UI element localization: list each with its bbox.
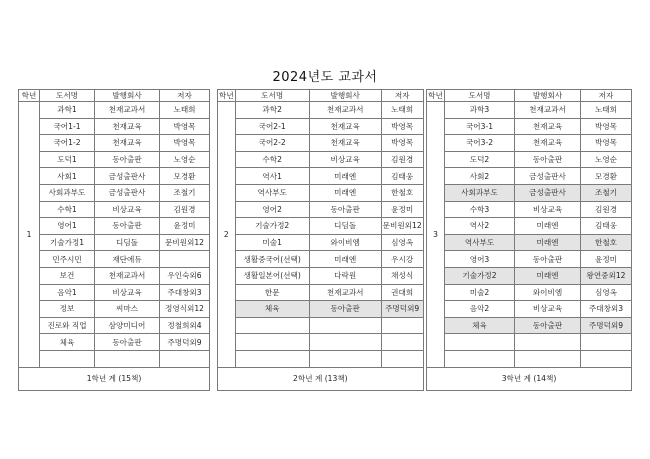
publisher-cell: 와이비엠	[309, 234, 381, 251]
publisher-cell: 비상교육	[309, 151, 381, 168]
author-cell: 한철호	[581, 234, 632, 251]
table-row	[427, 350, 632, 367]
table-row	[19, 317, 210, 334]
table-row	[218, 218, 424, 235]
author-cell: 조철기	[581, 184, 632, 201]
grade-cell: 3	[427, 102, 445, 368]
author-cell: 윤정미	[381, 201, 423, 218]
book-title-cell: 수학1	[40, 201, 95, 218]
table-row	[427, 135, 632, 152]
publisher-cell: 비상교육	[515, 201, 581, 218]
book-title-cell: 보건	[40, 267, 95, 284]
total-cell: 1학년 계 (15책)	[19, 367, 210, 390]
table-row	[218, 184, 424, 201]
author-cell	[381, 350, 423, 367]
book-title-cell: 체육	[235, 301, 309, 318]
table-row	[218, 135, 424, 152]
publisher-cell: 동아출판	[95, 151, 160, 168]
grade-2-table	[217, 89, 424, 391]
column-header: 학년	[219, 91, 234, 100]
publisher-cell: 금성출판사	[515, 168, 581, 185]
author-cell: 김원경	[581, 201, 632, 218]
column-header: 발행회사	[95, 90, 160, 102]
table-row	[427, 317, 632, 334]
publisher-cell: 비상교육	[95, 284, 160, 301]
author-cell: 김태웅	[381, 168, 423, 185]
publisher-cell: 미래엔	[309, 251, 381, 268]
author-cell	[581, 334, 632, 351]
publisher-cell: 금성출판사	[95, 168, 160, 185]
book-title-cell: 역사1	[235, 168, 309, 185]
column-header: 저자	[160, 90, 210, 102]
author-cell: 왕연중외12	[581, 267, 632, 284]
book-title-cell: 과학2	[235, 102, 309, 119]
publisher-cell: 천재교과서	[95, 267, 160, 284]
book-title-cell: 국어1-1	[40, 118, 95, 135]
author-cell: 문비원외12	[160, 234, 210, 251]
book-title-cell	[445, 334, 515, 351]
publisher-cell: 천재교과서	[95, 102, 160, 119]
book-title-cell: 한문	[235, 284, 309, 301]
page-title: 2024년도 교과서	[272, 70, 378, 85]
grade-cell: 1	[19, 102, 40, 368]
book-title-cell: 국어3-1	[445, 118, 515, 135]
book-title-cell: 국어3-2	[445, 135, 515, 152]
table-row	[19, 118, 210, 135]
author-cell	[381, 334, 423, 351]
table-row	[218, 350, 424, 367]
author-cell: 주명덕외9	[381, 301, 423, 318]
book-title-cell: 영어3	[445, 251, 515, 268]
table-row	[427, 301, 632, 318]
book-title-cell: 음악1	[40, 284, 95, 301]
grade-1-table	[18, 89, 210, 391]
grade-cell: 2	[218, 102, 236, 368]
author-cell: 주대창외3	[581, 301, 632, 318]
publisher-cell: 천재교과서	[515, 102, 581, 119]
book-title-cell: 기술가정1	[40, 234, 95, 251]
grade-3-table	[426, 89, 632, 391]
publisher-cell: 미래엔	[515, 267, 581, 284]
publisher-cell: 천재교육	[95, 135, 160, 152]
publisher-cell	[95, 350, 160, 367]
author-cell: 박영목	[160, 135, 210, 152]
book-title-cell: 사회과부도	[445, 184, 515, 201]
table-row	[218, 151, 424, 168]
header-row	[427, 90, 632, 102]
book-title-cell: 체육	[40, 334, 95, 351]
book-title-cell: 미술1	[235, 234, 309, 251]
author-cell: 심영옥	[581, 284, 632, 301]
book-title-cell: 국어1-2	[40, 135, 95, 152]
table-row	[427, 284, 632, 301]
author-cell: 우인숙외6	[160, 267, 210, 284]
table-row	[19, 251, 210, 268]
publisher-cell: 동아출판	[95, 334, 160, 351]
table-row	[218, 234, 424, 251]
book-title-cell: 기술가정2	[445, 267, 515, 284]
table-row	[218, 251, 424, 268]
table-row	[19, 284, 210, 301]
book-title-cell: 도덕1	[40, 151, 95, 168]
publisher-cell: 미래엔	[309, 168, 381, 185]
publisher-cell: 삼양미디어	[95, 317, 160, 334]
table-row	[218, 334, 424, 351]
publisher-cell: 동아출판	[95, 218, 160, 235]
publisher-cell: 미래엔	[515, 234, 581, 251]
book-title-cell: 과학3	[445, 102, 515, 119]
author-cell: 문비원외12	[381, 218, 423, 235]
column-header: 학년	[19, 90, 40, 102]
publisher-cell: 미래엔	[309, 184, 381, 201]
publisher-cell: 천재교육	[95, 118, 160, 135]
author-cell: 노영순	[581, 151, 632, 168]
publisher-cell	[515, 334, 581, 351]
publisher-cell: 천재교과서	[309, 284, 381, 301]
book-title-cell	[235, 317, 309, 334]
table-row	[427, 334, 632, 351]
table-row	[19, 350, 210, 367]
author-cell: 김원경	[160, 201, 210, 218]
book-title-cell: 민주시민	[40, 251, 95, 268]
book-title-cell: 사회1	[40, 168, 95, 185]
publisher-cell: 동아출판	[309, 201, 381, 218]
publisher-cell: 동아출판	[515, 317, 581, 334]
book-title-cell: 과학1	[40, 102, 95, 119]
publisher-cell: 동아출판	[309, 301, 381, 318]
author-cell: 모경환	[160, 168, 210, 185]
book-title-cell: 음악2	[445, 301, 515, 318]
author-cell: 노태희	[381, 102, 423, 119]
author-cell: 김원경	[381, 151, 423, 168]
publisher-cell	[309, 334, 381, 351]
column-header: 발행회사	[309, 90, 381, 102]
author-cell: 조철기	[160, 184, 210, 201]
publisher-cell: 천재교과서	[309, 102, 381, 119]
publisher-cell: 다락원	[309, 267, 381, 284]
table-row	[427, 218, 632, 235]
table-row	[19, 168, 210, 185]
table-row	[427, 234, 632, 251]
book-title-cell	[235, 334, 309, 351]
publisher-cell: 천재교육	[515, 118, 581, 135]
table-row	[218, 102, 424, 119]
author-cell	[160, 251, 210, 268]
table-row	[19, 301, 210, 318]
author-cell: 정영식외12	[160, 301, 210, 318]
table-row	[427, 102, 632, 119]
table-row	[218, 284, 424, 301]
book-title-cell: 수학3	[445, 201, 515, 218]
table-row	[427, 168, 632, 185]
publisher-cell: 미래엔	[515, 218, 581, 235]
column-header: 도서명	[445, 90, 515, 102]
table-row	[218, 118, 424, 135]
author-cell: 윤정미	[581, 251, 632, 268]
author-cell	[160, 350, 210, 367]
book-title-cell: 역사2	[445, 218, 515, 235]
book-title-cell: 사회과부도	[40, 184, 95, 201]
publisher-cell: 천재교육	[309, 135, 381, 152]
header-row	[19, 90, 210, 102]
author-cell: 박영목	[581, 135, 632, 152]
book-title-cell: 생활중국어(선택)	[235, 251, 309, 268]
author-cell: 윤정미	[160, 218, 210, 235]
author-cell: 박영목	[381, 118, 423, 135]
header-row	[218, 90, 424, 102]
publisher-cell: 금성출판사	[95, 184, 160, 201]
column-header: 도서명	[235, 90, 309, 102]
author-cell: 박영목	[581, 118, 632, 135]
table-row	[427, 151, 632, 168]
column-header: 도서명	[40, 90, 95, 102]
table-row	[427, 267, 632, 284]
table-row	[19, 334, 210, 351]
total-row	[19, 367, 210, 390]
publisher-cell	[309, 350, 381, 367]
book-title-cell: 도덕2	[445, 151, 515, 168]
book-title-cell: 사회2	[445, 168, 515, 185]
table-row	[19, 151, 210, 168]
table-row	[218, 267, 424, 284]
publisher-cell: 씨마스	[95, 301, 160, 318]
column-header: 저자	[581, 90, 632, 102]
book-title-cell	[445, 350, 515, 367]
book-title-cell: 정보	[40, 301, 95, 318]
author-cell: 박영목	[381, 135, 423, 152]
table-row	[427, 184, 632, 201]
author-cell: 노영순	[160, 151, 210, 168]
table-row	[218, 201, 424, 218]
table-row	[19, 234, 210, 251]
author-cell: 우시강	[381, 251, 423, 268]
book-title-cell: 체육	[445, 317, 515, 334]
author-cell: 박영목	[160, 118, 210, 135]
publisher-cell: 비상교육	[515, 301, 581, 318]
author-cell: 모경환	[581, 168, 632, 185]
author-cell: 정철희외4	[160, 317, 210, 334]
publisher-cell	[309, 317, 381, 334]
author-cell: 노태희	[160, 102, 210, 119]
author-cell: 심영옥	[381, 234, 423, 251]
publisher-cell: 천재교육	[309, 118, 381, 135]
author-cell: 노태희	[581, 102, 632, 119]
total-row	[218, 367, 424, 390]
book-title-cell: 수학2	[235, 151, 309, 168]
author-cell	[581, 350, 632, 367]
book-title-cell	[40, 350, 95, 367]
book-title-cell: 국어2-2	[235, 135, 309, 152]
book-title-cell: 역사부도	[235, 184, 309, 201]
book-title-cell: 영어1	[40, 218, 95, 235]
publisher-cell: 재단에듀	[95, 251, 160, 268]
book-title-cell: 역사부도	[445, 234, 515, 251]
total-cell: 3학년 계 (14책)	[427, 367, 632, 390]
table-row	[19, 135, 210, 152]
author-cell: 주대창외3	[160, 284, 210, 301]
author-cell: 주명덕외9	[160, 334, 210, 351]
publisher-cell: 금성출판사	[515, 184, 581, 201]
table-row	[19, 267, 210, 284]
column-header: 학년	[428, 91, 443, 100]
author-cell: 한철호	[381, 184, 423, 201]
book-title-cell: 생활일본어(선택)	[235, 267, 309, 284]
book-title-cell: 국어2-1	[235, 118, 309, 135]
book-title-cell: 진로와 직업	[40, 317, 95, 334]
table-row	[427, 201, 632, 218]
column-header: 저자	[381, 90, 423, 102]
publisher-cell: 동아출판	[515, 251, 581, 268]
book-title-cell: 영어2	[235, 201, 309, 218]
table-row	[19, 201, 210, 218]
book-title-cell	[235, 350, 309, 367]
book-title-cell: 기술가정2	[235, 218, 309, 235]
table-row	[218, 301, 424, 318]
table-row	[218, 168, 424, 185]
total-row	[427, 367, 632, 390]
column-header: 발행회사	[515, 90, 581, 102]
table-row	[427, 251, 632, 268]
publisher-cell: 동아출판	[515, 151, 581, 168]
table-row	[19, 218, 210, 235]
author-cell: 주명덕외9	[581, 317, 632, 334]
author-cell: 채성식	[381, 267, 423, 284]
publisher-cell	[515, 350, 581, 367]
publisher-cell: 와이비엠	[515, 284, 581, 301]
author-cell: 김태웅	[581, 218, 632, 235]
table-row	[218, 317, 424, 334]
table-row	[19, 102, 210, 119]
publisher-cell: 비상교육	[95, 201, 160, 218]
publisher-cell: 디딤돌	[309, 218, 381, 235]
author-cell: 권대희	[381, 284, 423, 301]
book-title-cell: 미술2	[445, 284, 515, 301]
publisher-cell: 천재교육	[515, 135, 581, 152]
table-row	[427, 118, 632, 135]
table-row	[19, 184, 210, 201]
total-cell: 2학년 계 (13책)	[218, 367, 424, 390]
publisher-cell: 디딤돌	[95, 234, 160, 251]
author-cell	[381, 317, 423, 334]
